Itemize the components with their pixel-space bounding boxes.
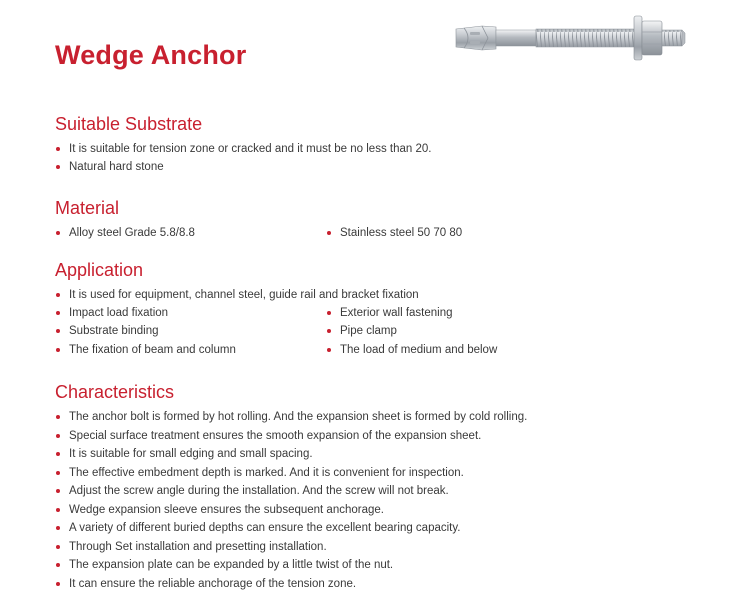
- list-item: The effective embedment depth is marked. And it is convenient for inspection.: [55, 466, 464, 480]
- list-item: It is used for equipment, channel steel, guide rail and bracket fixation: [55, 288, 419, 302]
- application-heading: Application: [55, 260, 144, 280]
- bullet-icon: [56, 293, 60, 297]
- wedge-anchor-bolt-image: [452, 12, 688, 64]
- bullet-icon: [327, 231, 331, 235]
- list-item: Wedge expansion sleeve ensures the subsequent anchorage.: [55, 503, 384, 517]
- list-item: Stainless steel 50 70 80: [326, 226, 462, 240]
- material-heading: Material: [55, 198, 120, 218]
- suitable-substrate-heading: Suitable Substrate: [55, 114, 203, 134]
- bullet-icon: [327, 348, 331, 352]
- list-item: Through Set installation and presetting installation.: [55, 540, 327, 554]
- characteristics-heading: Characteristics: [55, 382, 175, 402]
- bullet-icon: [56, 471, 60, 475]
- list-item: Adjust the screw angle during the installation. And the screw will not break.: [55, 484, 449, 498]
- bullet-icon: [56, 489, 60, 493]
- list-item: The expansion plate can be expanded by a little twist of the nut.: [55, 558, 393, 572]
- bullet-icon: [56, 563, 60, 567]
- list-item: The anchor bolt is formed by hot rolling. And the expansion sheet is formed by cold rolling.: [55, 410, 527, 424]
- list-item: Special surface treatment ensures the smooth expansion of the expansion sheet.: [55, 429, 481, 443]
- suitable-substrate-section: [55, 113, 715, 173]
- characteristics-section: [55, 381, 715, 590]
- bullet-icon: [56, 147, 60, 151]
- bullet-icon: [56, 452, 60, 456]
- bullet-icon: [56, 508, 60, 512]
- list-item: A variety of different buried depths can ensure the excellent bearing capacity.: [55, 521, 460, 535]
- list-item: Alloy steel Grade 5.8/8.8: [55, 226, 195, 240]
- bullet-icon: [56, 545, 60, 549]
- list-item: It is suitable for tension zone or cracked and it must be no less than 20.: [55, 142, 431, 156]
- page-title: Wedge Anchor: [55, 40, 247, 70]
- bullet-icon: [56, 434, 60, 438]
- list-item: Pipe clamp: [326, 324, 397, 338]
- bullet-icon: [56, 329, 60, 333]
- list-item: Natural hard stone: [55, 160, 164, 174]
- list-item: The fixation of beam and column: [55, 343, 236, 357]
- bullet-icon: [56, 582, 60, 586]
- list-item: The load of medium and below: [326, 343, 497, 357]
- bullet-icon: [56, 165, 60, 169]
- bullet-icon: [56, 311, 60, 315]
- bullet-icon: [56, 526, 60, 530]
- list-item: It is suitable for small edging and small spacing.: [55, 447, 313, 461]
- list-item: Exterior wall fastening: [326, 306, 453, 320]
- list-item: Impact load fixation: [55, 306, 168, 320]
- application-section: [55, 259, 715, 356]
- bullet-icon: [56, 348, 60, 352]
- bullet-icon: [56, 415, 60, 419]
- bullet-icon: [327, 311, 331, 315]
- bullet-icon: [327, 329, 331, 333]
- list-item: It can ensure the reliable anchorage of the tension zone.: [55, 577, 356, 591]
- material-section: [55, 197, 715, 239]
- list-item: Substrate binding: [55, 324, 159, 338]
- bullet-icon: [56, 231, 60, 235]
